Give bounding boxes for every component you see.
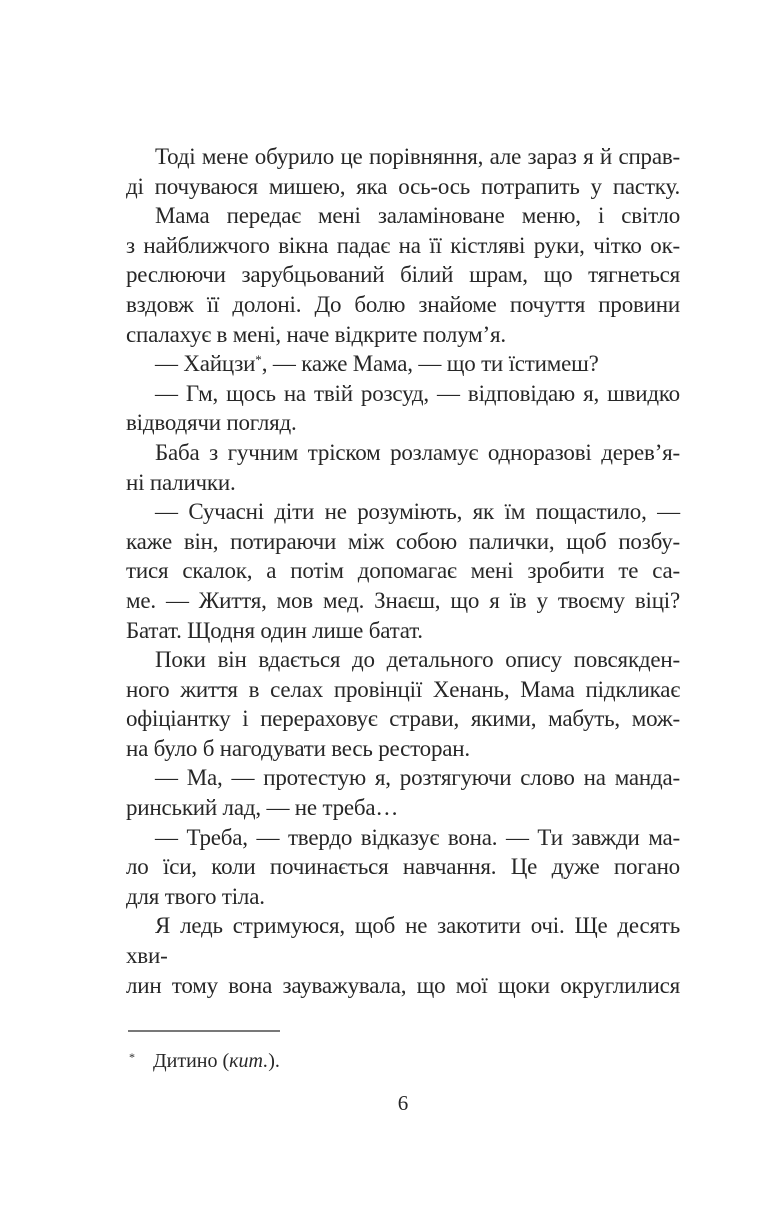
text-line: ні палички.: [126, 469, 236, 495]
paragraph: [126, 379, 680, 438]
paragraph: [126, 438, 680, 497]
paragraph: [126, 763, 680, 822]
footnote-text-after: ).: [268, 1050, 280, 1072]
text-line: Мама передає мені заламіноване меню, і світло: [155, 203, 680, 229]
footnote-marker: *: [129, 1050, 135, 1064]
text-block: [126, 142, 680, 1000]
text-line: Я ледь стримуюся, щоб не закотити очі. Ще десять хви-: [126, 913, 680, 969]
text-line: спалахує в мені, наче відкрите полум’я.: [126, 321, 506, 347]
text-line: лин тому вона зауважувала, що мої щоки округлилися: [126, 972, 680, 998]
text-line: ді почуваюся мишею, яка ось-ось потрапить у пастку.: [126, 173, 680, 199]
text-line: реслюючи зарубцьований білий шрам, що тягнеться: [126, 262, 680, 288]
text-line: — Ма, — протестую я, розтягуючи слово на манда-: [155, 765, 680, 791]
text-line: для твого тіла.: [126, 883, 265, 909]
footnote-text: [126, 1045, 680, 1074]
paragraph: [126, 142, 680, 201]
text-line: Батат. Щодня один лише батат.: [126, 617, 423, 643]
text-line: офіціантку і перераховує страви, якими, мабуть, мож-: [126, 706, 680, 732]
text-line: ринський лад, — не треба…: [126, 795, 399, 821]
text-line: — Сучасні діти не розуміють, як їм пощастило, —: [155, 499, 680, 525]
footnote-text-before: Дитино (: [153, 1050, 230, 1072]
text-line: ло їси, коли починається навчання. Це дуже погано: [126, 854, 680, 880]
paragraph: [126, 497, 680, 645]
footnote: [126, 1030, 680, 1074]
text-line: ного життя в селах провінції Хенань, Мама підкликає: [126, 676, 680, 702]
footnote-ref-asterisk: *: [255, 352, 262, 368]
text-line: Баба з гучним тріском розламує одноразові дерев’я-: [155, 439, 680, 465]
paragraph: [126, 201, 680, 349]
text-line: ме. — Життя, мов мед. Знаєш, що я їв у твоєму віці?: [126, 587, 680, 613]
paragraph: [126, 911, 680, 1000]
text-line: каже він, потираючи між собою палички, щоб позбу-: [126, 528, 680, 554]
text-line: Тоді мене обурило це порівняння, але зараз я й справ-: [155, 144, 680, 169]
paragraph: [126, 349, 680, 379]
text-line: з найближчого вікна падає на її кістляві руки, чітко ок-: [126, 232, 680, 258]
footnote-rule: [128, 1030, 280, 1032]
text-line: на було б нагодувати весь ресторан.: [126, 735, 470, 761]
text-line: тися скалок, а потім допомагає мені зробити те са-: [126, 558, 680, 584]
paragraph: [126, 823, 680, 912]
text-line: вздовж її долоні. До болю знайоме почуття провини: [126, 291, 680, 317]
text-line: — Хайцзи*, — каже Мама, — що ти їстимеш?: [155, 351, 599, 377]
text-line: відводячи погляд.: [126, 410, 297, 436]
text-line: — Треба, — твердо відказує вона. — Ти завжди ма-: [155, 824, 680, 850]
text-line: — Гм, щось на твій розсуд, — відповідаю я, швидко: [155, 380, 680, 406]
text-line: Поки він вдається до детального опису повсякден-: [155, 647, 680, 673]
footnote-italic-term: кит.: [229, 1050, 269, 1072]
page-number: 6: [397, 1091, 409, 1115]
paragraph: [126, 645, 680, 763]
